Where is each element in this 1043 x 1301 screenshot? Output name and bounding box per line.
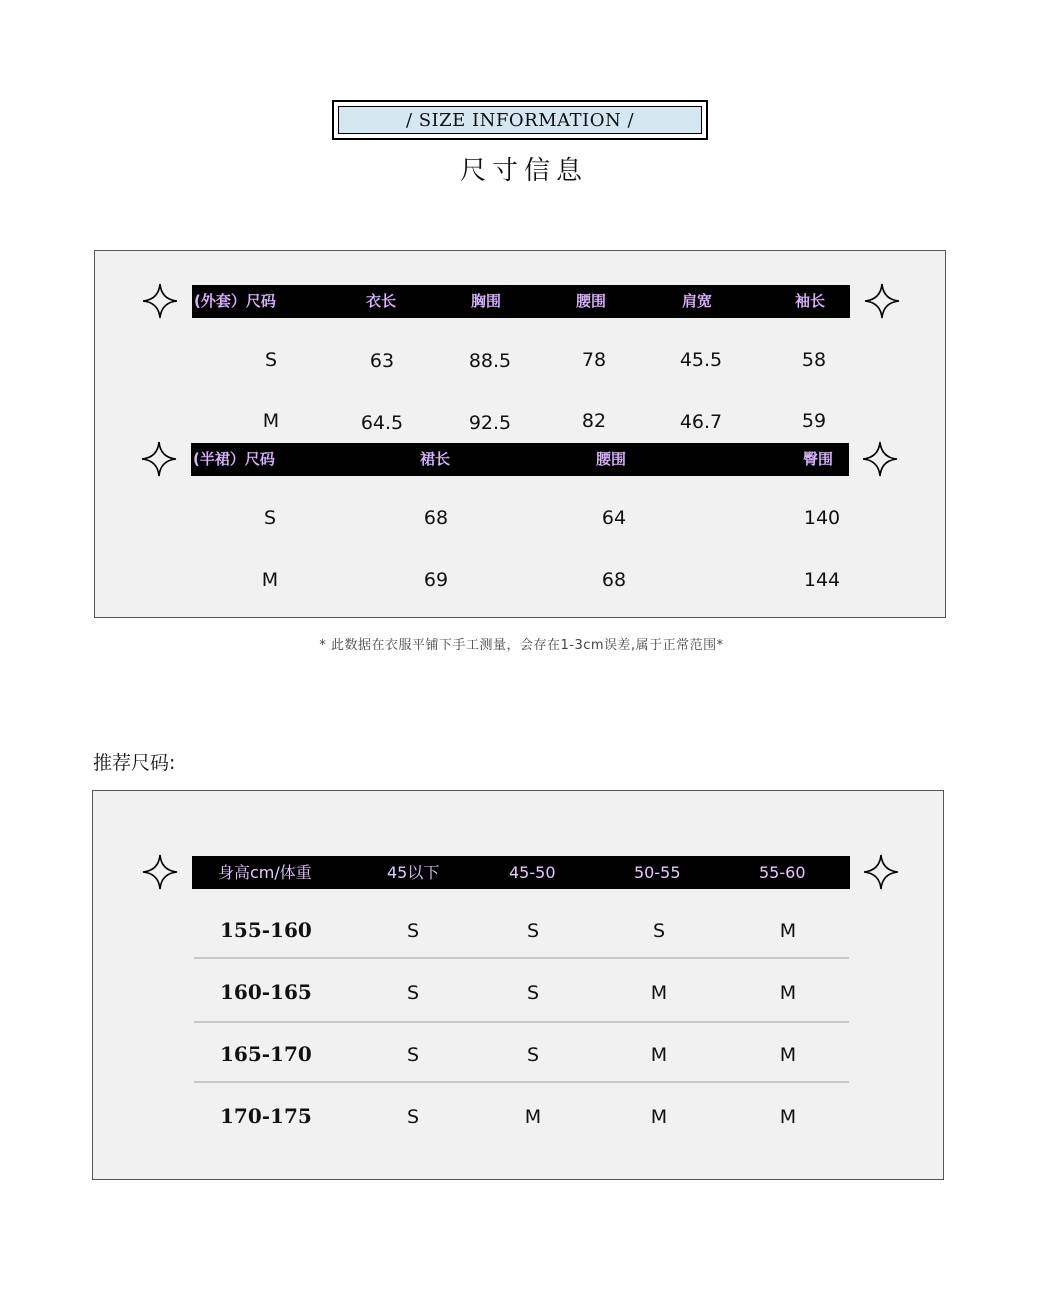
jacket-cell: 58 <box>801 349 827 371</box>
recommend-cell: M <box>650 1044 668 1066</box>
recommend-cell: M <box>650 982 668 1004</box>
recommend-header-w4: 55-60 <box>759 863 806 882</box>
recommend-cell: M <box>779 1044 797 1066</box>
recommend-header-w1: 45以下 <box>387 863 440 882</box>
skirt-cell: 140 <box>803 507 841 529</box>
skirt-cell: 68 <box>423 507 449 529</box>
jacket-cell: 45.5 <box>679 349 723 371</box>
sparkle-star-icon <box>141 441 177 477</box>
jacket-header-bar <box>192 285 850 318</box>
skirt-cell: 144 <box>803 569 841 591</box>
jacket-cell: 88.5 <box>468 350 512 372</box>
height-range: 160-165 <box>220 980 312 1004</box>
recommend-cell: M <box>779 1106 797 1128</box>
sparkle-star-icon <box>864 283 900 319</box>
recommend-cell: S <box>526 982 540 1004</box>
skirt-header-hip: 臀围 <box>803 450 834 468</box>
jacket-cell: 59 <box>801 410 827 432</box>
recommend-cell: M <box>779 920 797 942</box>
measurement-note: * 此数据在衣服平铺下手工测量，会存在1-3cm误差,属于正常范围* <box>319 638 724 653</box>
recommend-label: 推荐尺码: <box>93 752 176 774</box>
skirt-cell: 64 <box>601 507 627 529</box>
height-range: 170-175 <box>220 1104 312 1128</box>
skirt-header-waist: 腰围 <box>596 450 627 468</box>
jacket-cell: 64.5 <box>360 412 404 434</box>
jacket-cell: S <box>264 349 278 371</box>
recommend-cell: S <box>526 1044 540 1066</box>
skirt-cell: S <box>263 507 277 529</box>
recommend-header-height: 身高cm/体重 <box>218 863 312 882</box>
height-range: 155-160 <box>220 918 312 942</box>
recommend-cell: S <box>406 1044 420 1066</box>
jacket-header-sleeve: 袖长 <box>795 292 826 310</box>
skirt-header-size: (半裙）尺码 <box>193 450 275 468</box>
recommend-cell: S <box>406 982 420 1004</box>
recommend-cell: S <box>406 920 420 942</box>
jacket-cell: 78 <box>581 349 607 371</box>
recommend-header-bar <box>192 856 850 889</box>
sparkle-star-icon <box>142 854 178 890</box>
sparkle-star-icon <box>862 441 898 477</box>
recommend-cell: M <box>650 1106 668 1128</box>
skirt-cell: M <box>261 569 279 591</box>
height-range: 165-170 <box>220 1042 312 1066</box>
size-info-title-cn: 尺寸信息 <box>459 156 588 186</box>
jacket-header-waist: 腰围 <box>576 292 607 310</box>
sparkle-star-icon <box>863 854 899 890</box>
recommend-header-w2: 45-50 <box>509 863 556 882</box>
skirt-header-length: 裙长 <box>420 450 451 468</box>
row-divider <box>194 957 849 959</box>
row-divider <box>194 1021 849 1023</box>
skirt-header-bar <box>191 443 849 476</box>
jacket-header-length: 衣长 <box>366 292 397 310</box>
recommend-header-w3: 50-55 <box>634 863 681 882</box>
jacket-header-shoulder: 肩宽 <box>682 292 713 310</box>
recommend-cell: M <box>779 982 797 1004</box>
jacket-cell: 46.7 <box>679 411 723 433</box>
jacket-cell: 63 <box>369 350 395 372</box>
jacket-cell: 82 <box>581 410 607 432</box>
skirt-cell: 69 <box>423 569 449 591</box>
recommend-cell: S <box>526 920 540 942</box>
jacket-header-size: (外套）尺码 <box>194 292 276 310</box>
jacket-cell: 92.5 <box>468 412 512 434</box>
size-info-title: / SIZE INFORMATION / <box>338 106 702 134</box>
size-info-title-box <box>332 100 708 140</box>
recommend-cell: S <box>652 920 666 942</box>
jacket-header-chest: 胸围 <box>471 292 502 310</box>
recommend-cell: M <box>524 1106 542 1128</box>
jacket-cell: M <box>262 410 280 432</box>
sparkle-star-icon <box>142 283 178 319</box>
recommend-cell: S <box>406 1106 420 1128</box>
row-divider <box>194 1081 849 1083</box>
skirt-cell: 68 <box>601 569 627 591</box>
